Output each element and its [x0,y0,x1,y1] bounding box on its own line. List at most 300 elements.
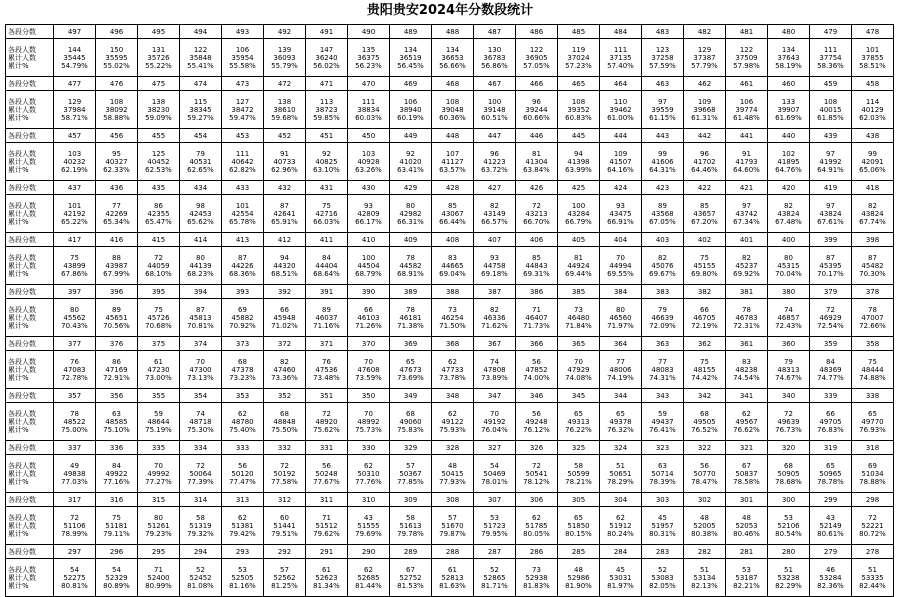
percent-value: 58.71% [61,113,88,122]
stat-cell [810,507,852,545]
cumulative-value: 45482 [861,261,884,270]
count-value: 100 [487,97,502,106]
score-cell: 409 [390,233,432,247]
cumulative-value: 45395 [819,261,842,270]
score-cell: 446 [516,129,558,143]
percent-value: 66.70% [523,217,550,226]
percent-value: 69.80% [691,269,718,278]
count-value: 115 [193,97,208,106]
score-cell: 293 [222,545,264,559]
percent-value: 82.05% [649,581,676,590]
stat-cell [726,507,768,545]
percent-value: 79.51% [271,529,298,538]
score-cell: 384 [600,285,642,299]
percent-value: 76.83% [817,425,844,434]
cumulative-value: 46480 [567,313,590,322]
cumulative-value: 36093 [273,53,296,62]
percent-value: 76.22% [565,425,592,434]
stat-cell [558,455,600,493]
stat-cell [474,143,516,181]
cumulative-value: 47673 [399,365,422,374]
score-cell: 428 [432,181,474,195]
data-row-label-line: 累计% [8,113,29,122]
stat-cell [222,195,264,233]
percent-value: 61.31% [691,113,718,122]
count-value: 49 [70,461,79,470]
score-cell: 284 [600,545,642,559]
cumulative-value: 41127 [441,157,464,166]
stat-cell [432,39,474,77]
cumulative-value: 43149 [483,209,506,218]
score-cell: 459 [810,77,852,91]
percent-value: 72.43% [775,321,802,330]
percent-value: 65.62% [187,217,214,226]
stat-cell [180,351,222,389]
stat-cell [600,195,642,233]
percent-value: 78.88% [859,477,886,486]
score-cell: 456 [96,129,138,143]
stat-cell [684,143,726,181]
stat-cell [684,299,726,337]
stat-cell [810,143,852,181]
data-row-label-line: 各段人数 [8,409,36,418]
score-cell: 278 [852,545,894,559]
cumulative-value: 45813 [189,313,212,322]
data-row-label-line: 累计% [8,477,29,486]
percent-value: 64.31% [649,165,676,174]
percent-value: 75.50% [271,425,298,434]
stat-cell [306,455,348,493]
count-value: 65 [574,409,583,418]
data-row-label-line: 累计% [8,373,29,382]
count-value: 62 [742,409,751,418]
count-value: 77 [112,201,121,210]
count-value: 75 [70,253,79,262]
percent-value: 79.95% [481,529,508,538]
stat-cell [96,455,138,493]
count-value: 84 [322,253,331,262]
count-value: 53 [742,565,751,574]
cumulative-value: 47230 [147,365,170,374]
score-cell: 381 [726,285,768,299]
stat-cell [96,143,138,181]
stat-cell [474,351,516,389]
score-cell: 476 [96,77,138,91]
stat-cell [264,403,306,441]
count-value: 139 [277,45,292,54]
count-value: 109 [697,97,712,106]
score-cell: 408 [432,233,474,247]
percent-value: 73.36% [271,373,298,382]
score-cell: 280 [768,545,810,559]
count-value: 71 [532,305,541,314]
count-value: 65 [826,461,835,470]
data-row-label-line: 累计人数 [8,105,36,114]
percent-value: 78.29% [607,477,634,486]
score-cell: 342 [684,389,726,403]
score-cell: 489 [390,25,432,39]
percent-value: 69.44% [565,269,592,278]
score-cell: 423 [642,181,684,195]
score-cell: 333 [222,441,264,455]
stat-cell [684,91,726,129]
cumulative-value: 35595 [105,53,128,62]
stat-cell [306,351,348,389]
cumulative-value: 49248 [525,417,548,426]
data-row-label [6,247,54,285]
score-cell: 460 [768,77,810,91]
percent-value: 73.48% [313,373,340,382]
score-cell: 419 [810,181,852,195]
cumulative-value: 41304 [525,157,548,166]
stat-cell [600,559,642,597]
count-value: 57 [280,565,289,574]
stat-cell [768,247,810,285]
count-value: 79 [196,149,205,158]
score-cell: 471 [306,77,348,91]
stat-cell [684,39,726,77]
stat-cell [558,559,600,597]
score-cell: 290 [348,545,390,559]
score-cell: 421 [726,181,768,195]
stat-cell [852,455,894,493]
stat-cell [768,299,810,337]
percent-value: 80.54% [775,529,802,538]
stat-cell [432,143,474,181]
cumulative-value: 42091 [861,157,884,166]
count-value: 130 [487,45,502,54]
cumulative-value: 44843 [525,261,548,270]
count-value: 111 [823,45,838,54]
cumulative-value: 45651 [105,313,128,322]
score-cell: 313 [222,493,264,507]
stat-cell [180,403,222,441]
cumulative-value: 45882 [231,313,254,322]
stat-cell [516,455,558,493]
count-value: 57 [448,513,457,522]
data-row-label-line: 累计人数 [8,53,36,62]
percent-value: 79.78% [397,529,424,538]
count-value: 62 [532,513,541,522]
cumulative-value: 52986 [567,573,590,582]
count-value: 70 [574,357,583,366]
cumulative-value: 52938 [525,573,548,582]
score-cell: 360 [768,337,810,351]
score-cell: 427 [474,181,516,195]
score-cell: 403 [642,233,684,247]
score-cell: 454 [180,129,222,143]
stat-cell [348,91,390,129]
percent-value: 55.41% [187,61,214,70]
count-value: 101 [235,201,250,210]
score-cell: 399 [810,233,852,247]
count-value: 77 [658,357,667,366]
stat-cell [264,299,306,337]
percent-value: 70.56% [103,321,130,330]
score-row [6,441,894,455]
count-value: 72 [826,305,835,314]
cumulative-value: 52452 [189,573,212,582]
percent-value: 80.05% [523,529,550,538]
count-value: 53 [490,513,499,522]
score-row [6,233,894,247]
stat-cell [96,299,138,337]
score-cell: 339 [810,389,852,403]
score-cell: 374 [180,337,222,351]
score-cell: 357 [54,389,96,403]
stat-cell [222,247,264,285]
score-distribution-table [5,24,894,597]
score-cell: 302 [684,493,726,507]
score-cell: 335 [138,441,180,455]
data-row-label-line: 累计% [8,529,29,538]
stat-cell [306,39,348,77]
stat-cell [390,39,432,77]
percent-value: 64.46% [691,165,718,174]
data-row-label-line: 累计% [8,269,29,278]
percent-value: 61.85% [817,113,844,122]
cumulative-value: 51723 [483,521,506,530]
percent-value: 82.13% [691,581,718,590]
percent-value: 62.96% [271,165,298,174]
score-cell: 353 [222,389,264,403]
count-value: 71 [322,513,331,522]
cumulative-value: 44665 [441,261,464,270]
score-row [6,545,894,559]
cumulative-value: 46407 [525,313,548,322]
count-value: 87 [280,201,289,210]
percent-value: 72.91% [103,373,130,382]
score-cell: 317 [54,493,96,507]
stat-cell [54,195,96,233]
stat-cell [474,507,516,545]
cumulative-value: 47733 [441,365,464,374]
percent-value: 78.39% [649,477,676,486]
score-row [6,493,894,507]
score-cell: 337 [54,441,96,455]
cumulative-value: 48006 [609,365,632,374]
stat-cell [726,91,768,129]
cumulative-value: 46929 [819,313,842,322]
count-value: 111 [613,45,628,54]
stat-cell [516,403,558,441]
count-value: 81 [532,149,541,158]
cumulative-value: 43475 [609,209,632,218]
score-cell: 493 [222,25,264,39]
stat-cell [726,195,768,233]
stat-cell [222,559,264,597]
cumulative-value: 37135 [609,53,632,62]
percent-value: 71.62% [481,321,508,330]
percent-value: 75.19% [145,425,172,434]
stat-cell [264,351,306,389]
score-cell: 387 [474,285,516,299]
cumulative-value: 49313 [567,417,590,426]
count-value: 78 [742,305,751,314]
stat-cell [306,559,348,597]
percent-value: 59.47% [229,113,256,122]
count-value: 89 [112,305,121,314]
score-cell: 368 [432,337,474,351]
score-cell: 467 [474,77,516,91]
score-row [6,77,894,91]
count-value: 85 [448,201,457,210]
count-value: 125 [151,149,166,158]
percent-value: 77.58% [271,477,298,486]
count-value: 80 [616,305,625,314]
count-value: 83 [448,253,457,262]
score-cell: 307 [474,493,516,507]
score-cell: 326 [516,441,558,455]
score-cell: 361 [726,337,768,351]
stat-cell [474,455,516,493]
stat-cell [54,351,96,389]
score-cell: 345 [558,389,600,403]
stat-cell [54,39,96,77]
score-cell: 385 [558,285,600,299]
cumulative-value: 47460 [273,365,296,374]
cumulative-value: 52400 [147,573,170,582]
percent-value: 79.23% [145,529,172,538]
count-value: 106 [739,97,754,106]
percent-value: 67.48% [775,217,802,226]
data-row-label-line: 各段人数 [8,565,36,574]
count-value: 82 [742,253,751,262]
count-value: 81 [574,253,583,262]
cumulative-value: 44582 [399,261,422,270]
percent-value: 68.10% [145,269,172,278]
stat-cell [390,143,432,181]
stat-cell [642,559,684,597]
data-row-label [6,559,54,597]
score-cell: 364 [600,337,642,351]
stat-cell [810,559,852,597]
score-cell: 491 [306,25,348,39]
score-cell: 292 [264,545,306,559]
cumulative-value: 49838 [63,469,86,478]
cumulative-value: 39907 [777,105,800,114]
count-value: 70 [490,409,499,418]
score-cell: 286 [516,545,558,559]
count-value: 138 [151,97,166,106]
stat-cell [348,39,390,77]
score-cell: 359 [810,337,852,351]
percent-value: 74.54% [733,373,760,382]
count-value: 113 [319,97,334,106]
score-row-label: 各段分数 [6,337,54,351]
cumulative-value: 44404 [315,261,338,270]
stat-cell [810,91,852,129]
percent-value: 79.32% [187,529,214,538]
stat-cell [306,91,348,129]
count-value: 52 [658,565,667,574]
count-value: 79 [658,305,667,314]
score-cell: 380 [768,285,810,299]
percent-value: 81.08% [187,581,214,590]
count-value: 82 [784,201,793,210]
count-value: 79 [784,357,793,366]
score-cell: 464 [600,77,642,91]
percent-value: 58.19% [775,61,802,70]
count-value: 134 [403,45,418,54]
count-value: 48 [448,461,457,470]
percent-value: 79.62% [313,529,340,538]
count-value: 56 [532,409,541,418]
percent-value: 79.11% [103,529,130,538]
score-cell: 373 [222,337,264,351]
stat-cell [222,351,264,389]
cumulative-value: 48313 [777,365,800,374]
score-cell: 435 [138,181,180,195]
count-value: 78 [70,409,79,418]
percent-value: 73.13% [187,373,214,382]
stat-cell [726,143,768,181]
count-value: 89 [322,305,331,314]
cumulative-value: 39668 [693,105,716,114]
data-row-label-line: 累计人数 [8,417,36,426]
data-row-label-line: 各段人数 [8,149,36,158]
stat-cell [726,351,768,389]
percent-value: 55.02% [103,61,130,70]
score-cell: 291 [306,545,348,559]
percent-value: 78.68% [775,477,802,486]
percent-value: 80.24% [607,529,634,538]
score-row [6,389,894,403]
stat-cell [768,39,810,77]
score-cell: 349 [390,389,432,403]
score-cell: 394 [180,285,222,299]
cumulative-value: 50541 [525,469,548,478]
count-value: 75 [154,305,163,314]
data-row [6,559,894,597]
cumulative-value: 51319 [189,521,212,530]
score-cell: 485 [558,25,600,39]
count-value: 53 [238,565,247,574]
cumulative-value: 48848 [273,417,296,426]
cumulative-value: 45562 [63,313,86,322]
cumulative-value: 44226 [231,261,254,270]
score-cell: 462 [684,77,726,91]
cumulative-value: 52813 [441,573,464,582]
score-cell: 382 [684,285,726,299]
score-cell: 298 [852,493,894,507]
cumulative-value: 51106 [63,521,86,530]
cumulative-value: 53238 [777,573,800,582]
stat-cell [852,299,894,337]
percent-value: 66.79% [565,217,592,226]
score-cell: 283 [642,545,684,559]
stat-cell [96,351,138,389]
data-row-label-line: 累计人数 [8,157,36,166]
cumulative-value: 50905 [777,469,800,478]
cumulative-value: 49505 [693,417,716,426]
cumulative-value: 40733 [273,157,296,166]
count-value: 122 [529,45,544,54]
percent-value: 68.64% [313,269,340,278]
score-cell: 304 [600,493,642,507]
cumulative-value: 50120 [231,469,254,478]
count-value: 87 [196,305,205,314]
stat-cell [348,403,390,441]
score-cell: 327 [474,441,516,455]
cumulative-value: 48920 [315,417,338,426]
stat-cell [432,351,474,389]
count-value: 69 [868,461,877,470]
score-cell: 483 [642,25,684,39]
percent-value: 78.01% [481,477,508,486]
stat-cell [390,91,432,129]
cumulative-value: 36783 [483,53,506,62]
